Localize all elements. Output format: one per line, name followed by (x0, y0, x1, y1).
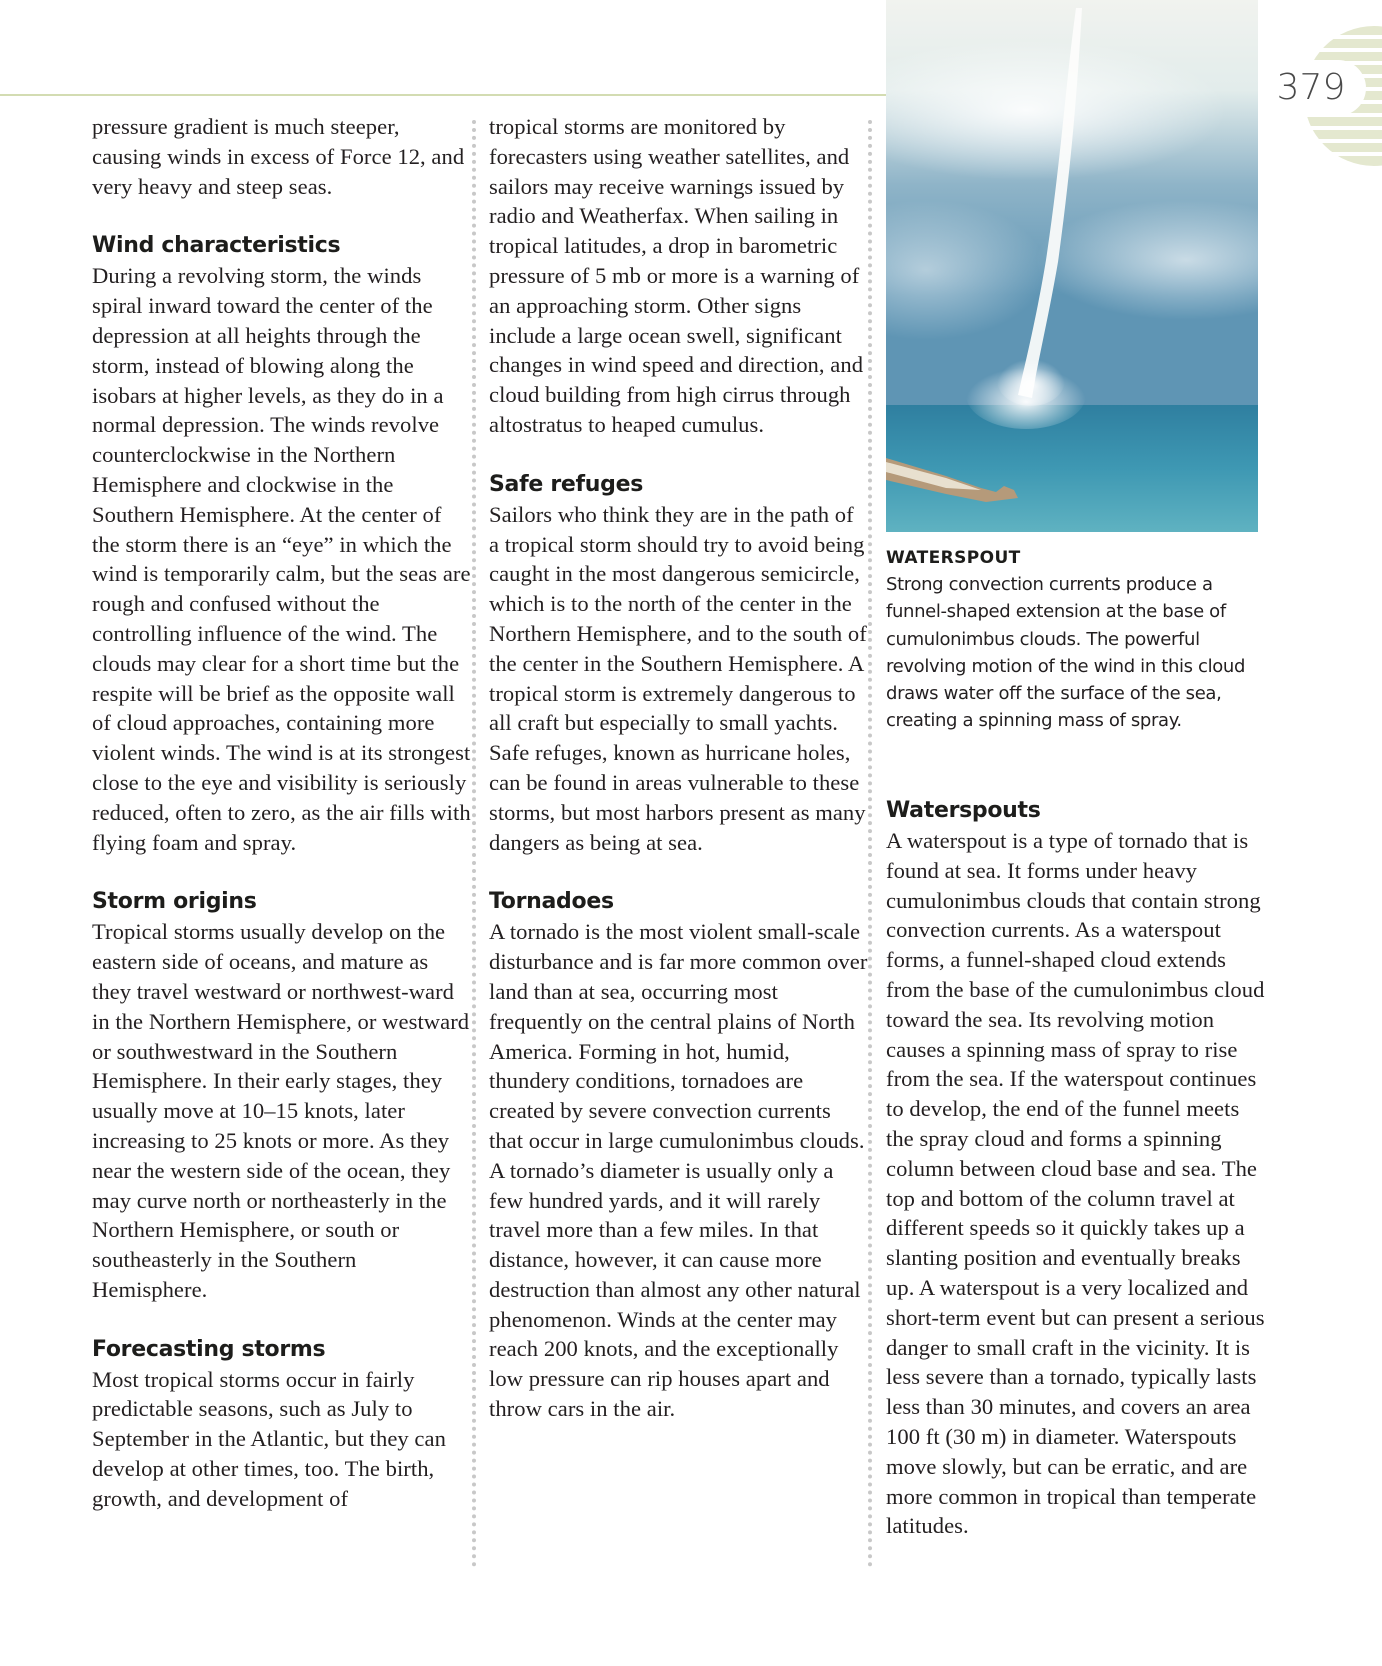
caption-text: Strong convection currents produce a funnel-shaped extension at the base of cumulonimbus clouds. The powerful revolving motion of the wind in this cloud draws water off the surface of the sea, creating a spinning mass of spray. (886, 574, 1246, 732)
waterspouts-body: A waterspout is a type of tornado that is found at sea. It forms under heavy cumulonimbus clouds that contain strong convection currents. As a waterspout forms, a funnel-shaped cloud extends from the base of the cumulonimbus cloud toward the sea. Its revolving motion causes a spinning mass of spray to rise from the sea. If the waterspout continues to develop, the end of the funnel meets the spray cloud and forms a spinning column between cloud base and sea. The top and bottom of the column travel at different speeds so it quickly takes up a slanting position and eventually breaks up. A waterspout is a very localized and short-term event but can present a serious danger to small craft in the vicinity. It is less severe than a tornado, typically lasts less than 30 minutes, and covers an area 100 ft (30 m) in diameter. Waterspouts move slowly, but can be erratic, and are more common in tropical than temperate latitudes. (886, 828, 1265, 1539)
tornadoes-body: A tornado is the most violent small-scale disturbance and is far more common over land than at sea, occurring most frequently on the central plains of North America. Forming in hot, humid, thundery conditions, tornadoes are created by severe convection currents that occur in large cumulonimbus clouds. A tornado’s diameter is usually only a few hundred yards, and it will rarely travel more than a few miles. In that distance, however, it can cause more destruction than almost any other natural phenomenon. Winds at the center may reach 200 knots, and the exceptionally low pressure can rip houses apart and throw cars in the air. (489, 919, 868, 1422)
storm-origins-body: Tropical storms usually develop on the eastern side of oceans, and mature as they travel westward or northwest-ward in the Northern Hemisphere, or westward or southwestward in the Southern Hemisphere. In their early stages, they usually move at 10–15 knots, later increasing to 25 knots or more. As they near the western side of the ocean, they may curve north or northeasterly in the Northern Hemisphere, or south or southeasterly in the Southern Hemisphere. (92, 919, 470, 1302)
heading-tornadoes: Tornadoes (489, 889, 614, 915)
forecasting-storms-body: Most tropical storms occur in fairly predictable seasons, such as July to September in the Atlantic, but they can develop at other times, too. The birth, growth, and development of (92, 1366, 446, 1511)
heading-forecasting-storms: Forecasting storms (92, 1336, 326, 1362)
header-rule (0, 94, 890, 96)
heading-wind-characteristics: Wind characteristics (92, 233, 341, 259)
wind-characteristics-body: During a revolving storm, the winds spiral inward toward the center of the depression at all heights through the storm, instead of blowing along the isobars at higher levels, as they do in a normal depression. The winds revolve counterclockwise in the Northern Hemisphere and clockwise in the Southern Hemisphere. At the center of the storm there is an “eye” in which the wind is temporarily calm, but the seas are rough and confused without the controlling influence of the wind. The clouds may clear for a short time but the respite will be brief as the opposite wall of cloud approaches, containing more violent winds. The wind is at its strongest close to the eye and visibility is seriously reduced, often to zero, as the air fills with flying foam and spray. (92, 263, 471, 855)
column-middle (489, 112, 869, 1424)
column-divider-dots (472, 120, 476, 1568)
forecasting-continued-paragraph: tropical storms are monitored by forecasters using weather satellites, and sailors may receive warnings issued by radio and Weatherfax. When sailing in tropical latitudes, a drop in barometric pressure of 5 mb or more is a warning of an approaching storm. Other signs include a large ocean swell, significant changes in wind speed and direction, and cloud building from high cirrus through altostratus to heaped cumulus. (489, 114, 864, 437)
heading-waterspouts: Waterspouts (886, 798, 1041, 823)
page-number: 379 (1256, 60, 1366, 116)
intro-paragraph: pressure gradient is much steeper, causing winds in excess of Force 12, and very heavy and steep seas. (92, 114, 465, 199)
safe-refuges-body: Sailors who think they are in the path of a tropical storm should try to avoid being caught in the most dangerous semicircle, which is to the north of the center in the Northern Hemisphere, and to the south of the center in the Southern Hemisphere. A tropical storm is extremely dangerous to all craft but especially to small yachts. Safe refuges, known as hurricane holes, can be found in areas vulnerable to these storms, but most harbors present as many dangers as being at sea. (489, 501, 867, 855)
heading-safe-refuges: Safe refuges (489, 471, 644, 497)
caption-title: WATERSPOUT (886, 548, 1021, 568)
photo-caption (886, 545, 1266, 735)
column-left (92, 112, 472, 1514)
waterspout-photo (886, 0, 1258, 532)
heading-storm-origins: Storm origins (92, 889, 257, 915)
